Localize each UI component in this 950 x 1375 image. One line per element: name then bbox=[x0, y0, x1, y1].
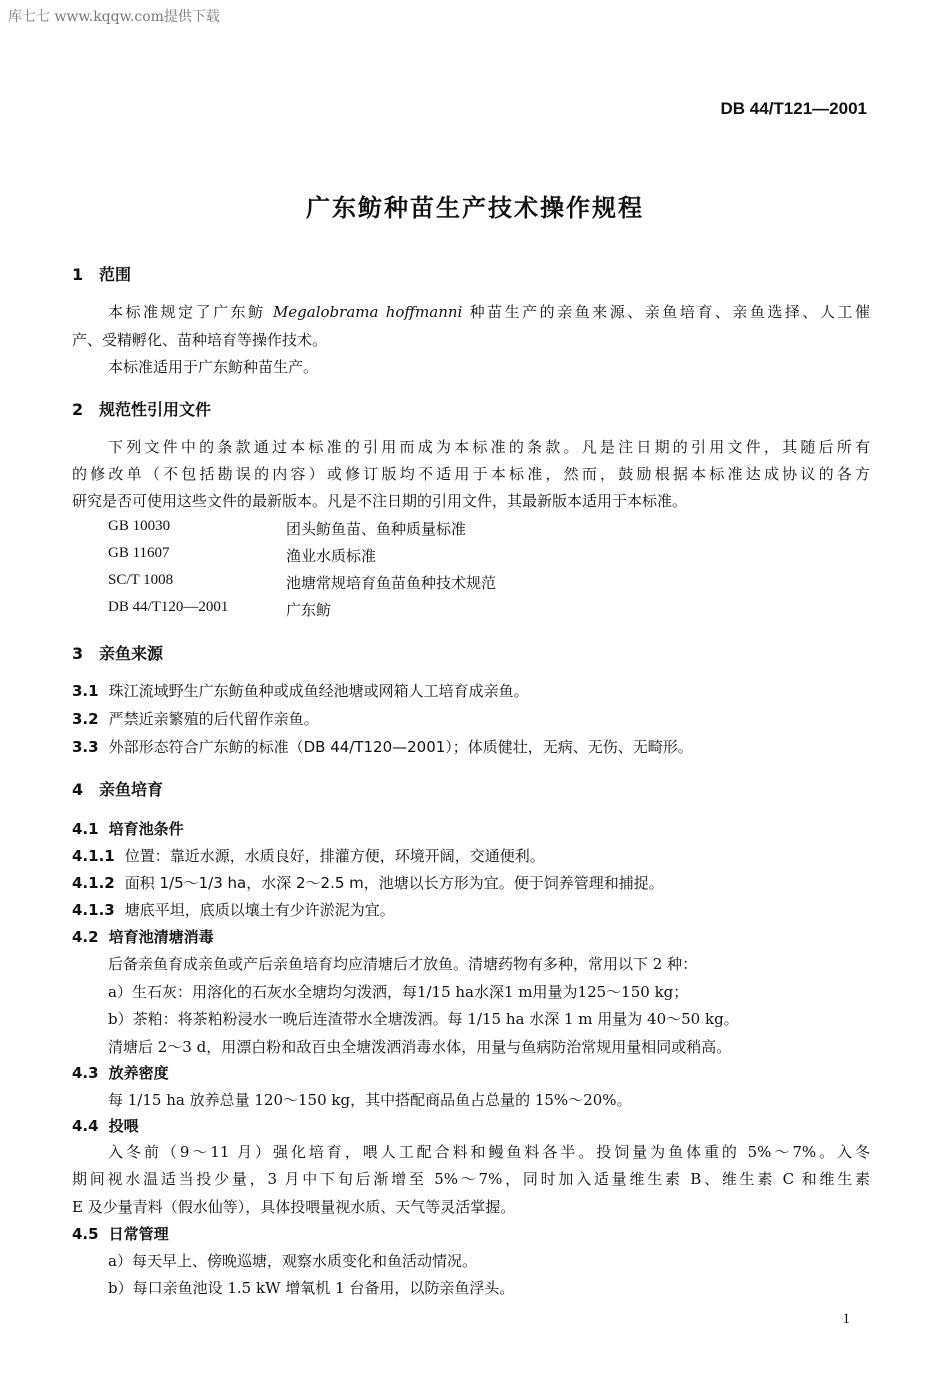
section-1-paragraph-1b: 产、受精孵化、苗种培育等操作技术。 bbox=[72, 331, 328, 349]
clause-4-5-item-b: b）每口亲鱼池设 1.5 kW 增氧机 1 台备用，以防亲鱼浮头。 bbox=[108, 1279, 515, 1297]
clause-4-2-paragraph-2: 清塘后 2～3 d，用漂白粉和敌百虫全塘泼洒消毒水体，用量与鱼病防治常规用量相同或稍高。 bbox=[108, 1038, 732, 1056]
section-number: 2 bbox=[72, 400, 84, 419]
section-title: 范围 bbox=[99, 265, 132, 284]
watermark: 库七七 www.kqqw.com提供下载 bbox=[8, 9, 220, 25]
clause-4-4-paragraph-a: 入冬前（9～11 月）强化培育，喂人工配合料和鳗鱼料各半。投饲量为鱼体重的 5%～7%。入冬 bbox=[108, 1143, 870, 1161]
section-1-paragraph-1a: 本标准规定了广东鲂 Megalobrama hoffmanni 种苗生产的亲鱼来源、亲鱼培育、亲鱼选择、人工催 bbox=[108, 303, 870, 321]
clause-3-1: 3.1 珠江流域野生广东鲂鱼种或成鱼经池塘或网箱人工培育成亲鱼。 bbox=[72, 682, 529, 700]
clause-4-2-heading: 4.2 培育池清塘消毒 bbox=[72, 928, 214, 946]
clause-4-4-heading: 4.4 投喂 bbox=[72, 1117, 139, 1135]
clause-4-5-item-a: a）每天早上、傍晚巡塘，观察水质变化和鱼活动情况。 bbox=[108, 1252, 477, 1270]
clause-4-5-heading: 4.5 日常管理 bbox=[72, 1225, 169, 1243]
clause-4-4-paragraph-c: E 及少量青料（假水仙等），具体投喂量视水质、天气等灵活掌握。 bbox=[72, 1198, 516, 1216]
section-number: 3 bbox=[72, 644, 84, 663]
section-2-heading bbox=[72, 397, 211, 420]
clause-4-3-heading: 4.3 放养密度 bbox=[72, 1064, 169, 1082]
clause-4-1-heading: 4.1 培育池条件 bbox=[72, 820, 184, 838]
clause-3-2: 3.2 严禁近亲繁殖的后代留作亲鱼。 bbox=[72, 710, 319, 728]
clause-4-2-item-a: a）生石灰：用溶化的石灰水全塘均匀泼洒，每1/15 ha水深1 m用量为125～150 kg； bbox=[108, 983, 689, 1001]
section-2-paragraph-c: 研究是否可使用这些文件的最新版本。凡是不注日期的引用文件，其最新版本适用于本标准。 bbox=[72, 492, 688, 510]
reference-title: 池塘常规培育鱼苗鱼种技术规范 bbox=[286, 574, 497, 592]
section-title: 亲鱼来源 bbox=[99, 644, 164, 663]
reference-title: 渔业水质标准 bbox=[286, 547, 377, 565]
reference-code: DB 44/T120—2001 bbox=[108, 599, 229, 615]
reference-code: SC/T 1008 bbox=[108, 572, 174, 588]
section-number: 4 bbox=[72, 780, 84, 799]
reference-title: 团头鲂鱼苗、鱼种质量标准 bbox=[286, 520, 467, 538]
clause-4-4-paragraph-b: 期间视水温适当投少量，3 月中下旬后渐增至 5%～7%，同时加入适量维生素 B、维生素 C 和维生素 bbox=[72, 1170, 870, 1188]
section-2-paragraph-b: 的修改单（不包括勘误的内容）或修订版均不适用于本标准，然而，鼓励根据本标准达成协议的各方 bbox=[72, 465, 870, 483]
clause-4-1-1: 4.1.1 位置：靠近水源，水质良好，排灌方便，环境开阔，交通便利。 bbox=[72, 847, 545, 865]
section-1-paragraph-2: 本标准适用于广东鲂种苗生产。 bbox=[108, 358, 319, 376]
clause-4-3-paragraph: 每 1/15 ha 放养总量 120～150 kg，其中搭配商品鱼占总量的 15%～20%。 bbox=[108, 1091, 632, 1109]
reference-code: GB 11607 bbox=[108, 545, 170, 561]
clause-4-1-3: 4.1.3 塘底平坦，底质以壤土有少许淤泥为宜。 bbox=[72, 901, 395, 919]
reference-title: 广东鲂 bbox=[286, 601, 332, 619]
section-title: 规范性引用文件 bbox=[99, 400, 212, 419]
section-title: 亲鱼培育 bbox=[99, 780, 164, 799]
section-number: 1 bbox=[72, 265, 84, 284]
clause-4-2-paragraph-1: 后备亲鱼育成亲鱼或产后亲鱼培育均应清塘后才放鱼。清塘药物有多种，常用以下 2 种： bbox=[108, 955, 698, 973]
section-2-paragraph-a: 下列文件中的条款通过本标准的引用而成为本标准的条款。凡是注日期的引用文件，其随后所有 bbox=[108, 438, 870, 456]
latin-species-name: Megalobrama hoffmanni bbox=[272, 303, 463, 321]
clause-4-1-2: 4.1.2 面积 1/5～1/3 ha，水深 2～2.5 m，池塘以长方形为宜。便于饲养管理和捕捉。 bbox=[72, 874, 664, 892]
section-1-heading bbox=[72, 262, 131, 285]
page-title: 广东鲂种苗生产技术操作规程 bbox=[306, 194, 644, 222]
section-4-heading bbox=[72, 777, 163, 800]
clause-4-2-item-b: b）茶粕：将茶粕粉浸水一晚后连渣带水全塘泼洒。每 1/15 ha 水深 1 m 用量为 40～50 kg。 bbox=[108, 1010, 739, 1028]
clause-3-3: 3.3 外部形态符合广东鲂的标准（DB 44/T120—2001）；体质健壮，无病、无伤、无畸形。 bbox=[72, 738, 693, 756]
document-code: DB 44/T121—2001 bbox=[720, 99, 867, 118]
section-3-heading bbox=[72, 641, 163, 664]
reference-code: GB 10030 bbox=[108, 518, 171, 534]
page-number: 1 bbox=[842, 1311, 850, 1327]
